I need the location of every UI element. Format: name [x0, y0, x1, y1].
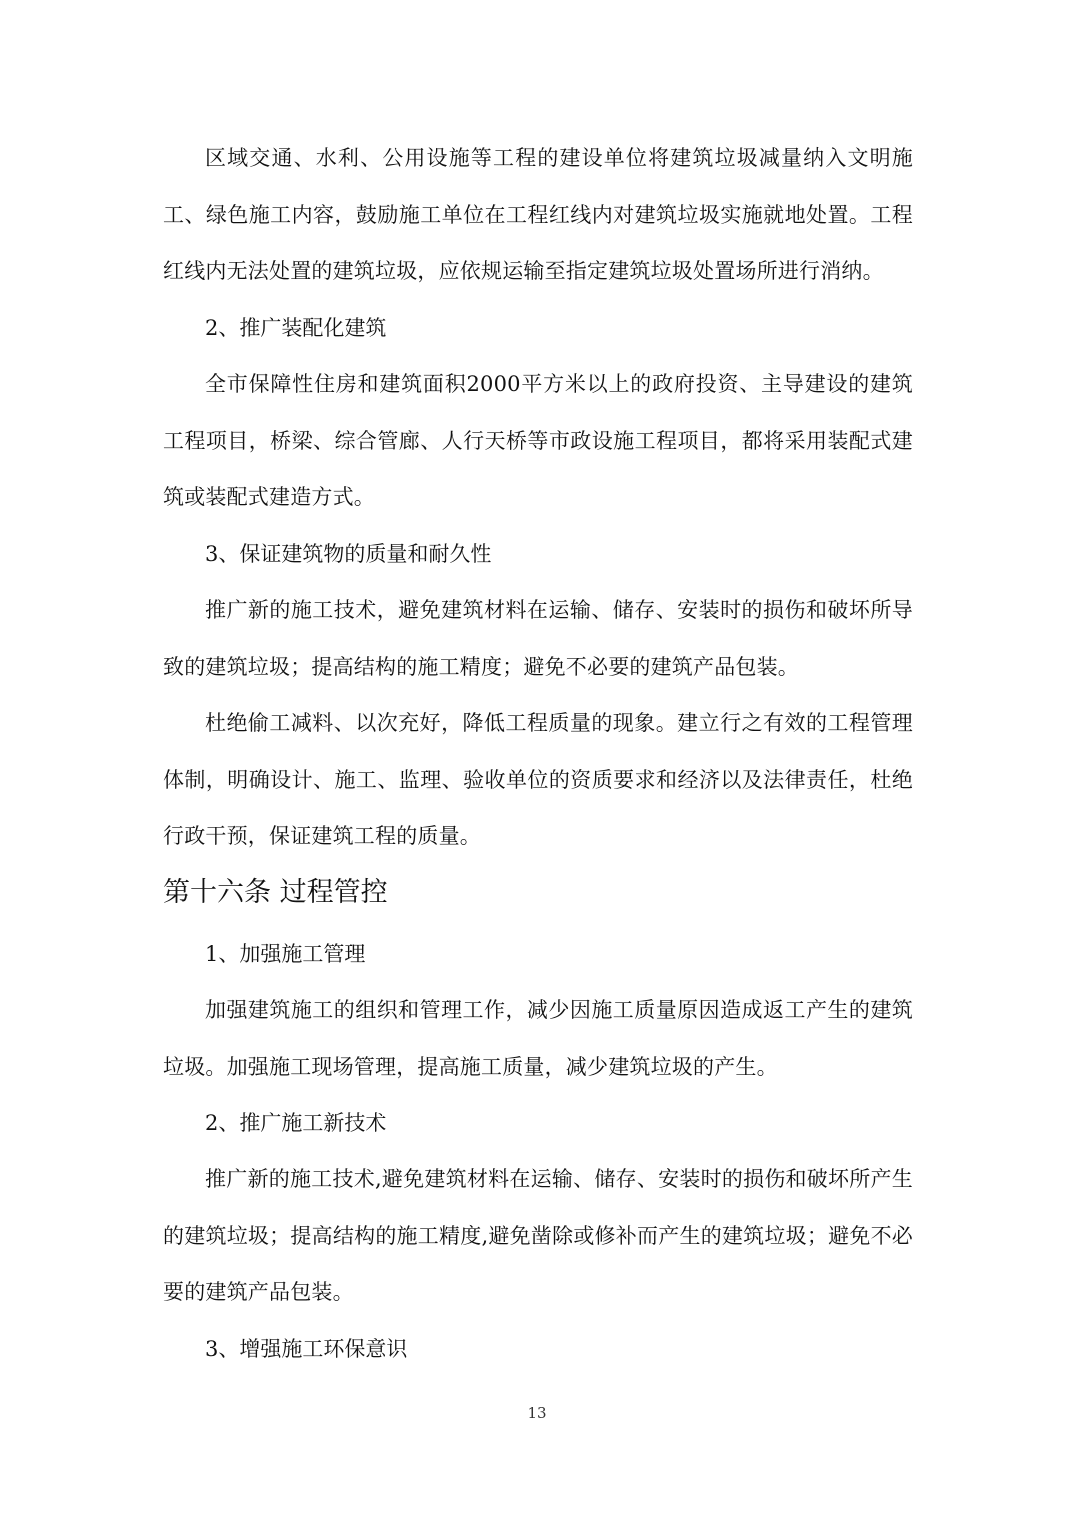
list-item-quality-durability: 3、保证建筑物的质量和耐久性	[205, 542, 492, 566]
list-item-new-tech: 2、推广施工新技术	[205, 1111, 387, 1135]
paragraph-construction-management: 加强建筑施工的组织和管理工作，减少因施工质量原因造成返工产生的建筑垃圾。加强施工现场管理，提高施工质量，减少建筑垃圾的产生。	[163, 998, 913, 1079]
list-item-environmental-awareness: 3、增强施工环保意识	[205, 1337, 408, 1361]
section-heading-process-control: 第十六条 过程管控	[163, 877, 388, 908]
paragraph-quality-management: 杜绝偷工减料、以次充好，降低工程质量的现象。建立行之有效的工程管理体制，明确设计、施工、监理、验收单位的资质要求和经济以及法律责任，杜绝行政干预，保证建筑工程的质量。	[163, 711, 913, 848]
list-item-prefab-building: 2、推广装配化建筑	[205, 316, 387, 340]
paragraph-prefab-building: 全市保障性住房和建筑面积2000平方米以上的政府投资、主导建设的建筑工程项目，桥梁、综合管廊、人行天桥等市政设施工程项目，都将采用装配式建筑或装配式建造方式。	[163, 372, 913, 509]
paragraph-construction-waste-reduction: 区域交通、水利、公用设施等工程的建设单位将建筑垃圾减量纳入文明施工、绿色施工内容，鼓励施工单位在工程红线内对建筑垃圾实施就地处置。工程红线内无法处置的建筑垃圾，应依规运输至指定建筑垃圾处置场所进行消纳。	[163, 146, 913, 283]
paragraph-new-tech: 推广新的施工技术,避免建筑材料在运输、储存、安装时的损伤和破坏所产生的建筑垃圾；提高结构的施工精度,避免凿除或修补而产生的建筑垃圾；避免不必要的建筑产品包装。	[163, 1167, 913, 1304]
page-number: 13	[527, 1404, 547, 1422]
paragraph-new-construction-tech: 推广新的施工技术，避免建筑材料在运输、储存、安装时的损伤和破坏所导致的建筑垃圾；提高结构的施工精度；避免不必要的建筑产品包装。	[163, 598, 913, 679]
list-item-construction-management: 1、加强施工管理	[205, 942, 366, 966]
